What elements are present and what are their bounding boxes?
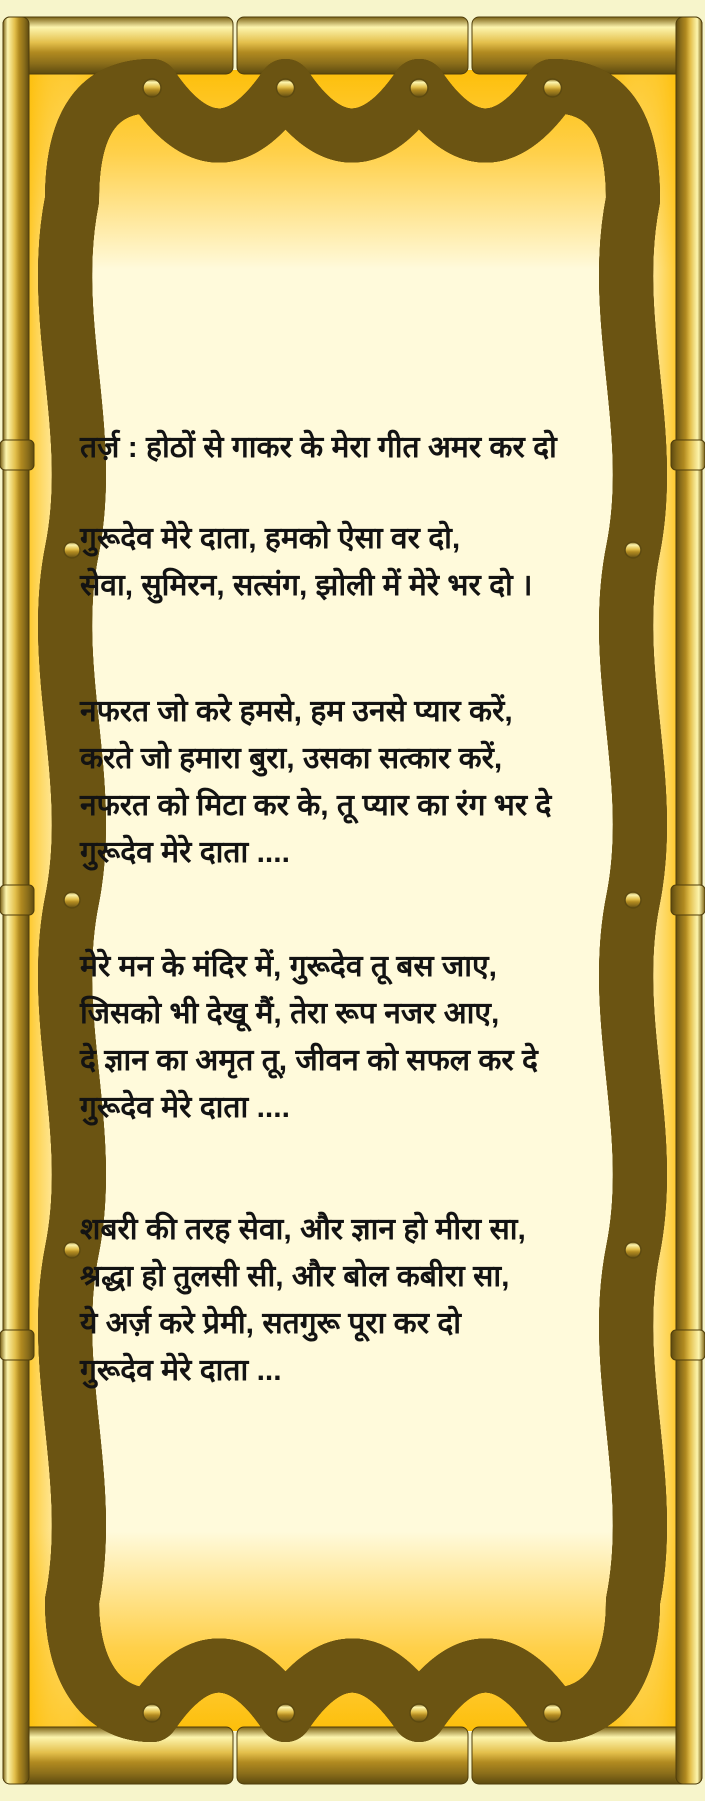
poem-line: गुरूदेव मेरे दाता .... (80, 836, 290, 869)
poem-line: शबरी की तरह सेवा, और ज्ञान हो मीरा सा, (80, 1213, 526, 1246)
poem-line: गुरूदेव मेरे दाता ... (80, 1354, 282, 1387)
stanza-verse-1 (80, 688, 551, 876)
poem-line: मेरे मन के मंदिर में, गुरूदेव तू बस जाए, (80, 950, 497, 983)
poem-line: श्रद्धा हो तुलसी सी, और बोल कबीरा सा, (80, 1260, 510, 1293)
poem-line: दे ज्ञान का अमृत तू, जीवन को सफल कर दे (80, 1044, 538, 1077)
poem-line: गुरूदेव मेरे दाता .... (80, 1091, 290, 1124)
stanza-verse-3 (80, 1206, 526, 1394)
poem-line: नफरत को मिटा कर के, तू प्यार का रंग भर दे (80, 789, 552, 822)
stanza-refrain (80, 515, 533, 609)
poem-line: गुरूदेव मेरे दाता, हमको ऐसा वर दो, (80, 522, 461, 555)
poem-line: करते जो हमारा बुरा, उसका सत्कार करें, (80, 742, 503, 775)
poem-line: नफरत जो करे हमसे, हम उनसे प्यार करें, (80, 695, 513, 728)
poem-tune-line: तर्ज़ : होठों से गाकर के मेरा गीत अमर कर दो (80, 431, 557, 464)
poem-line: ये अर्ज़ करे प्रेमी, सतगुरू पूरा कर दो (80, 1307, 462, 1340)
poem-line: जिसको भी देखू मैं, तेरा रूप नजर आए, (80, 997, 500, 1030)
poem-line: सेवा, सुमिरन, सत्संग, झोली में मेरे भर दो । (80, 569, 533, 602)
stanza-verse-2 (80, 943, 538, 1131)
